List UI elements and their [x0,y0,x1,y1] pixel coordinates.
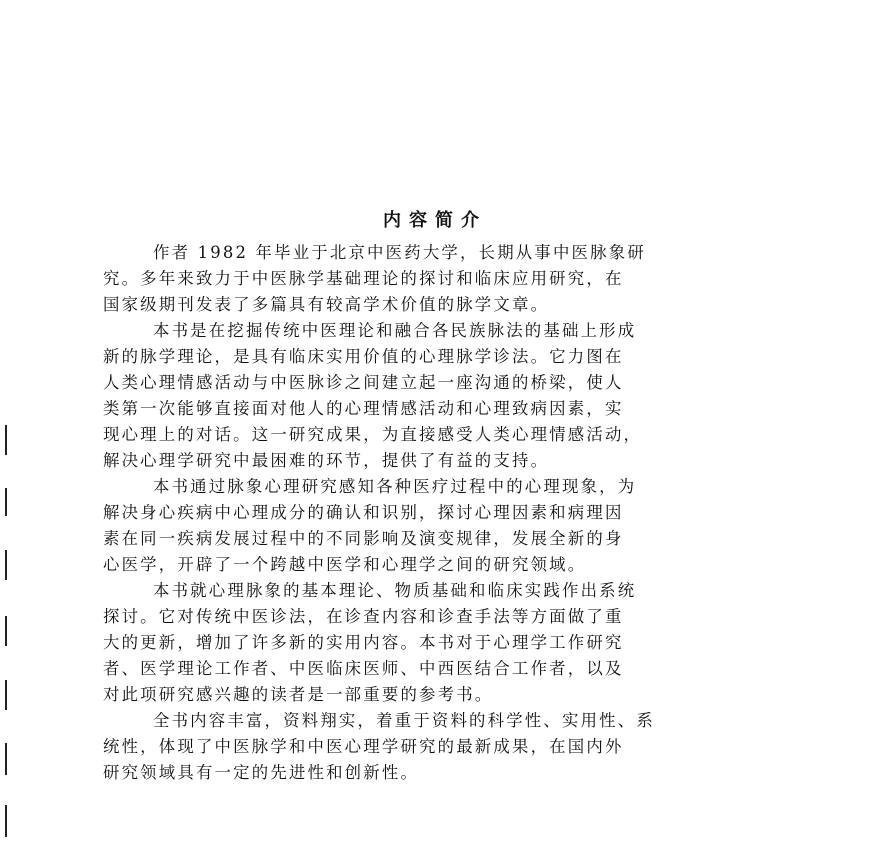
page-title: 内容简介 [383,210,487,231]
scan-edge-mark [5,425,7,455]
text-line: 现心理上的对话。这一研究成果，为直接感受人类心理情感活动， [103,425,643,444]
scan-edge-mark [5,550,7,580]
scan-edge-mark [5,805,7,837]
paragraph-4 [103,578,763,708]
text-line: 作者 1982 年毕业于北京中医药大学，长期从事中医脉象研 [153,243,646,262]
text-line: 解决心理学研究中最困难的环节，提供了有益的支持。 [103,451,550,470]
text-line: 国家级期刊发表了多篇具有较高学术价值的脉学文章。 [103,295,550,314]
text-line: 大的更新，增加了许多新的实用内容。本书对于心理学工作研究 [103,633,624,652]
paragraph-1 [103,240,763,318]
text-line: 新的脉学理论，是具有临床实用价值的心理脉学诊法。它力图在 [103,347,624,366]
text-line: 探讨。它对传统中医诊法，在诊查内容和诊查手法等方面做了重 [103,607,624,626]
text-line: 心医学，开辟了一个跨越中医学和心理学之间的研究领域。 [103,555,587,574]
text-line: 究。多年来致力于中医脉学基础理论的探讨和临床应用研究，在 [103,269,624,288]
scan-edge-mark [5,743,7,775]
text-line: 素在同一疾病发展过程中的不同影响及演变规律，发展全新的身 [103,529,624,548]
text-line: 对此项研究感兴趣的读者是一部重要的参考书。 [103,685,494,704]
paragraph-5 [103,708,763,786]
scan-edge-mark [5,488,7,516]
paragraph-2 [103,318,763,474]
text-line: 统性，体现了中医脉学和中医心理学研究的最新成果，在国内外 [103,737,624,756]
paragraph-3 [103,474,763,578]
text-line: 人类心理情感活动与中医脉诊之间建立起一座沟通的桥梁，使人 [103,373,624,392]
text-line: 本书是在挖掘传统中医理论和融合各民族脉法的基础上形成 [153,321,637,340]
text-line: 全书内容丰富，资料翔实，着重于资料的科学性、实用性、系 [153,711,655,730]
text-line: 本书就心理脉象的基本理论、物质基础和临床实践作出系统 [153,581,637,600]
text-line: 解决身心疾病中心理成分的确认和识别，探讨心理因素和病理因 [103,503,624,522]
scan-edge-mark [5,680,7,710]
text-line: 类第一次能够直接面对他人的心理情感活动和心理致病因素，实 [103,399,624,418]
text-line: 本书通过脉象心理研究感知各种医疗过程中的心理现象，为 [153,477,637,496]
text-line: 研究领域具有一定的先进性和创新性。 [103,763,420,782]
text-line: 者、医学理论工作者、中医临床医师、中西医结合工作者，以及 [103,659,624,678]
synopsis-body [103,240,763,786]
scan-edge-mark [5,616,7,646]
